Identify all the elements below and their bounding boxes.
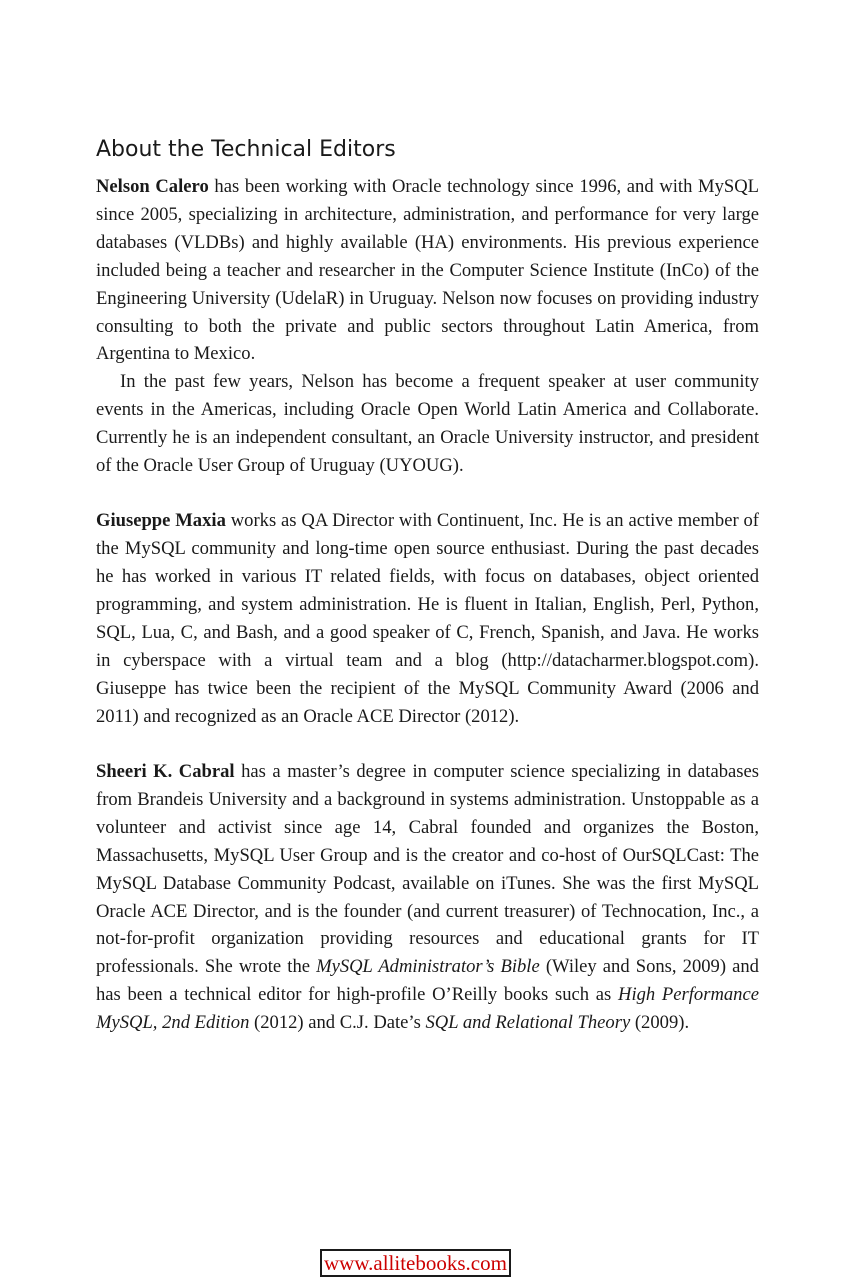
calero-paragraph-2: In the past few years, Nelson has become a frequent speaker at user community events in the Americas, including Oracle Open World Latin America and Collaborate. Currently he is an independent consultant, an Oracle University instructor, and president of the Oracle User Group of Uruguay (UYOUG). (96, 371, 759, 477)
cabral-paragraph (96, 758, 759, 1037)
book-title-sql-relational: SQL and Relational Theory (425, 1012, 631, 1034)
footer-website-link[interactable]: www.allitebooks.com (320, 1249, 511, 1277)
body-text (96, 173, 759, 1037)
cabral-bio-1: has a master’s degree in computer science specializing in databases from Brandeis University and a background in systems administration. Unstoppable as a volunteer and activist since age 14, Cabral founded and organizes the Boston, Massachusetts, MySQL User Group and is the creator and co-host of OurSQLCast: The MySQL Database Community Podcast, available on iTunes. She was the first MySQL Oracle ACE Director, and is the founder (and current treasurer) of Technocation, Inc., a not-for-profit organization providing resources and educational grants for IT professionals. She wrote the (96, 761, 759, 978)
book-title-high-performance: High Performance MySQL, 2nd Edition (96, 984, 759, 1034)
maxia-paragraph (96, 507, 759, 730)
calero-paragraph-1 (96, 173, 759, 368)
cabral-name: Sheeri K. Cabral (96, 761, 235, 782)
maxia-bio: works as QA Director with Continuent, Inc. He is an active member of the MySQL community and long-time open source enthusiast. During the past decades he has worked in various IT related fields, with focus on databases, object oriented programming, and system administration. He is fluent in Italian, English, Perl, Python, SQL, Lua, C, and Bash, and a good speaker of C, French, Spanish, and Java. He works in cyberspace with a virtual team and a blog (http://datacharmer.blogspot.com). Giuseppe has twice been the recipient of the MySQL Community Award (2006 and 2011) and recognized as an Oracle ACE Director (2012). (96, 510, 759, 727)
cabral-bio-3: (2012) and C.J. Date’s (249, 1012, 426, 1034)
cabral-bio-2: (Wiley and Sons, 2009) and has been a technical editor for high-profile O’Reilly books such as (96, 956, 759, 1006)
maxia-name: Giuseppe Maxia (96, 510, 226, 532)
section-heading: About the Technical Editors (96, 137, 396, 162)
calero-bio-1: has been working with Oracle technology since 1996, and with MySQL since 2005, specializing in architecture, administration, and performance for very large databases (VLDBs) and highly available (HA) environments. His previous experience included being a teacher and researcher in the Computer Science Institute (InCo) of the Engineering University (UdelaR) in Uruguay. Nelson now focuses on providing industry consulting to both the private and public sectors throughout Latin America, from Argentina to Mexico. (96, 176, 759, 365)
book-title-admin-bible: MySQL Administrator’s Bible (316, 956, 540, 978)
calero-name: Nelson Calero (96, 176, 209, 197)
cabral-bio-4: (2009). (630, 1012, 690, 1034)
